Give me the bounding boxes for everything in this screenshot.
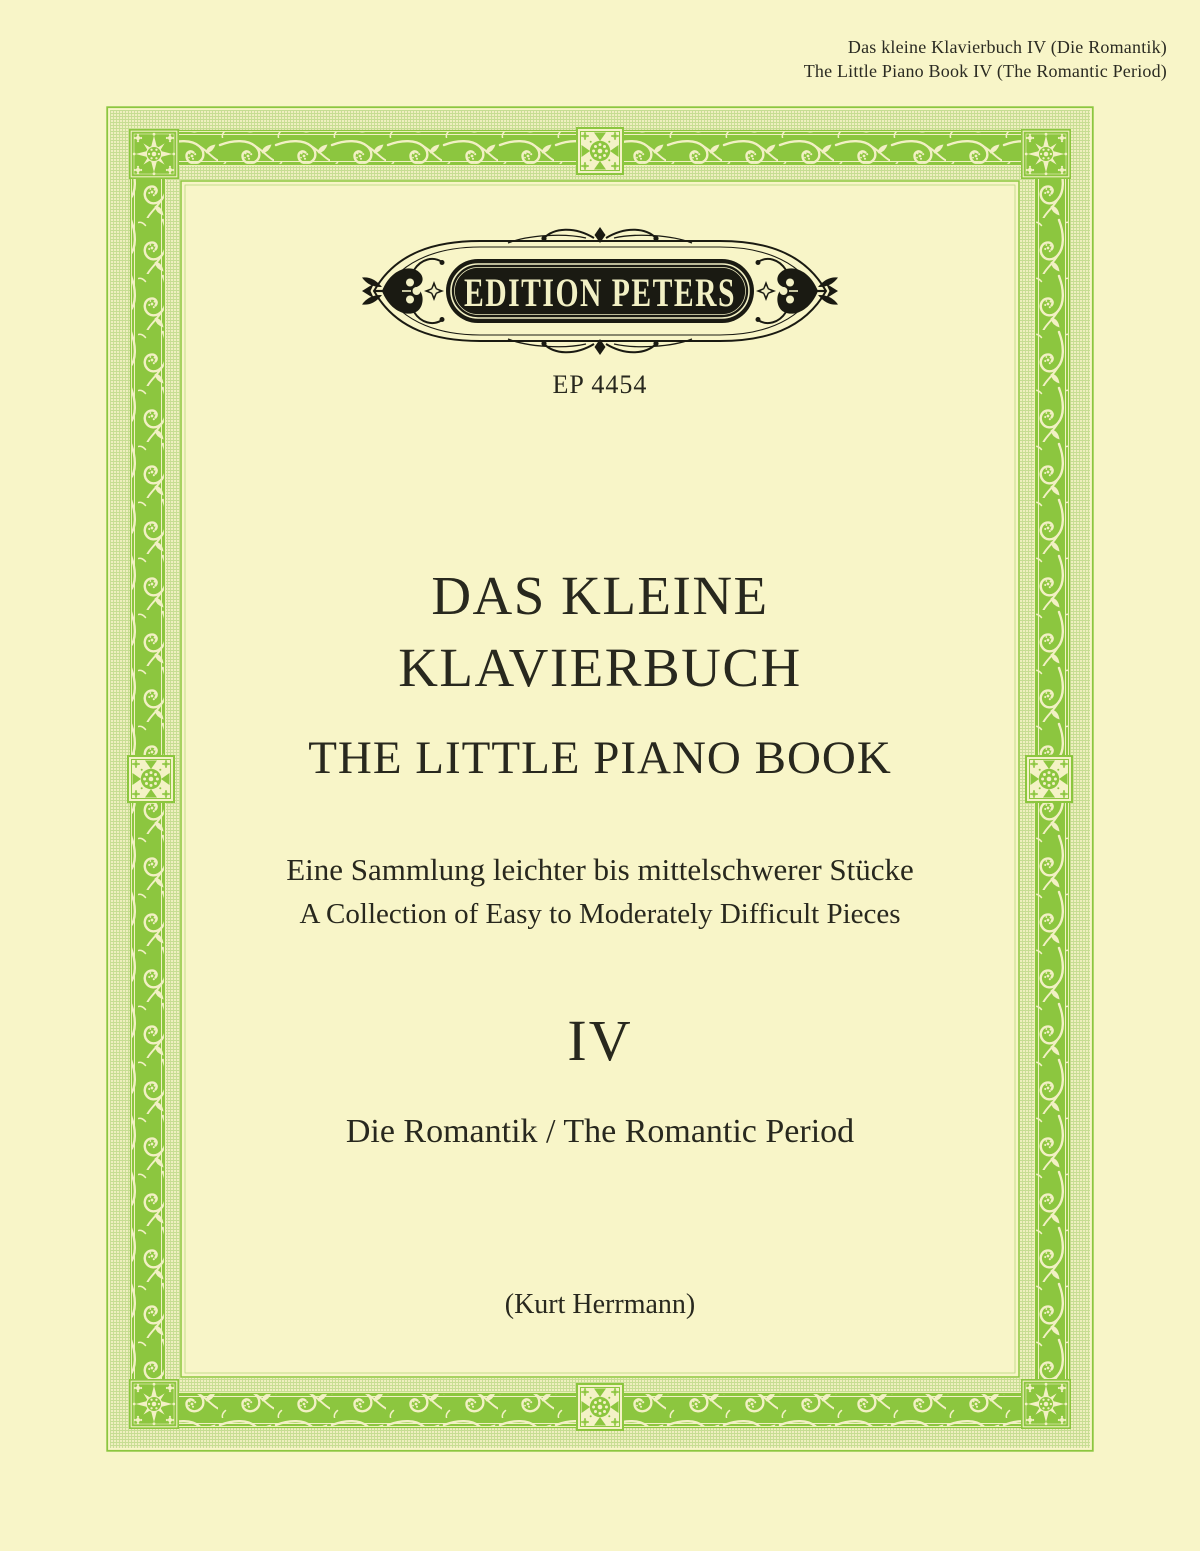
logo-banner xyxy=(446,259,754,323)
title-german xyxy=(0,560,1200,704)
edition-peters-logo xyxy=(358,226,842,358)
volume-description: Die Romantik / The Romantic Period xyxy=(345,1113,855,1150)
title-english: THE LITTLE PIANO BOOK xyxy=(308,732,892,784)
mid-side-ornament-icon xyxy=(577,1384,623,1430)
catalog-number: EP 4454 xyxy=(552,370,648,399)
volume-number: IV xyxy=(567,1008,633,1073)
header-line-english: The Little Piano Book IV (The Romantic Period) xyxy=(803,60,1167,81)
subtitle-german: Eine Sammlung leichter bis mittelschwerer Stücke xyxy=(286,852,914,887)
title-german-line1: DAS KLEINE xyxy=(431,565,769,626)
header-line-german: Das kleine Klavierbuch IV (Die Romantik) xyxy=(847,37,1167,57)
header-reference xyxy=(804,36,1167,83)
corner-ornament-icon xyxy=(129,129,179,179)
title-german-line2: KLAVIERBUCH xyxy=(398,637,802,698)
logo-banner-text: EDITION PETERS xyxy=(464,270,736,315)
corner-ornament-icon xyxy=(1021,1379,1071,1429)
corner-ornament-icon xyxy=(1021,129,1071,179)
editor-credit: (Kurt Herrmann) xyxy=(504,1289,696,1320)
mid-side-ornament-icon xyxy=(577,128,623,174)
corner-ornament-icon xyxy=(129,1379,179,1429)
subtitle-english: A Collection of Easy to Moderately Difficult Pieces xyxy=(299,898,901,930)
